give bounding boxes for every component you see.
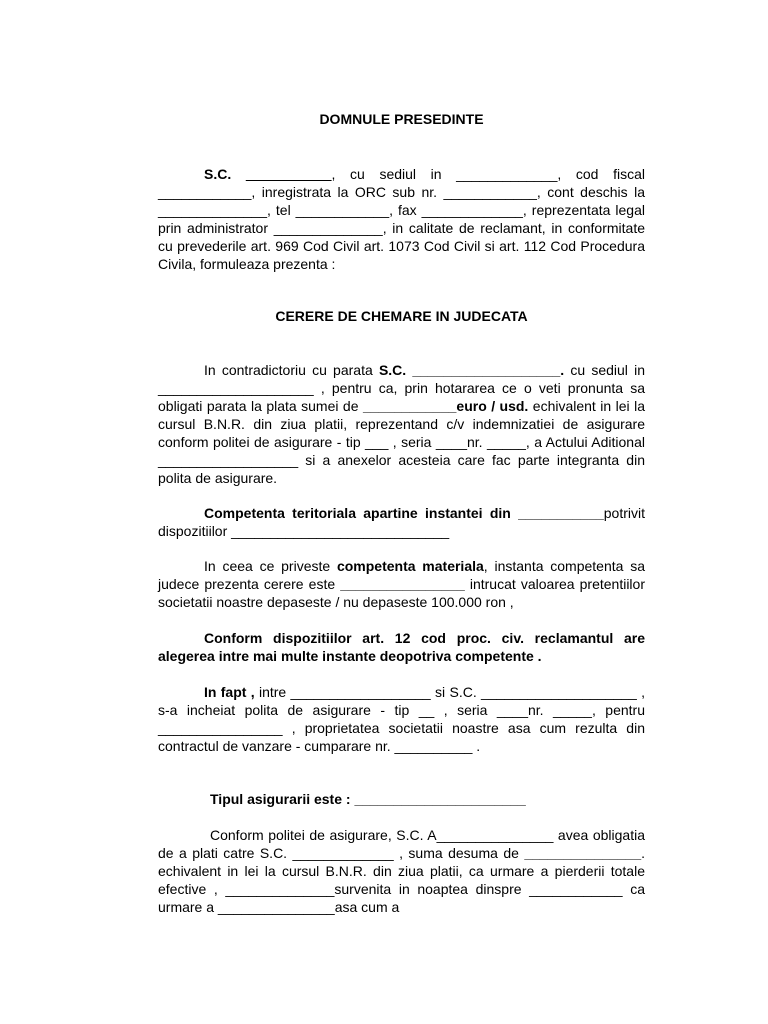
sc-label: S.C.	[204, 166, 232, 182]
p1-party: S.C. ___________________.	[378, 362, 565, 378]
p3-emphasis: competenta materiala	[336, 558, 484, 574]
p5-lead: In fapt ,	[204, 684, 255, 700]
paragraph-contradictoriu	[158, 361, 645, 487]
p3-text-a: In ceea ce priveste	[204, 558, 337, 574]
p7-text-a: Conform politei de asigurare, S.C. A_______________ avea obligatia de a plati catre S.C. _____________ , suma desuma de	[158, 827, 645, 861]
p1-text-e: echivalent in lei la cursul B.N.R. din ziua platii, reprezentand c/v indemnizatiei de asigurare conform politei de asigurare - tip ___ , seria ____nr. _____, a Actului Aditional __________________ si a anexelor acesteia care fac parte integranta din polita de asigurare.	[158, 398, 645, 486]
p2-text-a: Competenta teritoriala apartine instantei din ___________	[204, 505, 604, 521]
subtitle-block	[158, 308, 645, 324]
p2-text-b: potrivit dispozitiilor ____________________________	[158, 505, 645, 539]
paragraph-competenta-teritoriala	[158, 504, 645, 540]
intro-paragraph	[158, 165, 645, 273]
p4-text: Conform dispozitiilor art. 12 cod proc. civ. reclamantul are alegerea intre mai multe instante deopotriva competente .	[158, 630, 645, 664]
document-subtitle: CERERE DE CHEMARE IN JUDECATA	[275, 308, 528, 324]
sc-blank: ___________	[245, 166, 332, 182]
paragraph-conform-politei	[158, 826, 645, 916]
p3-text-e: intrucat valoarea pretentiilor societatii noastre depaseste / nu depaseste 100.000 ron ,	[158, 576, 645, 610]
p3-blank: ________________	[340, 576, 465, 592]
document-title: DOMNULE PRESEDINTE	[319, 111, 484, 127]
paragraph-in-fapt	[158, 683, 645, 755]
p1-text-c: cu sediul in ____________________ , pentru ca, prin hotararea ce o veti pronunta sa obligati parata la plata sumei de	[158, 362, 645, 414]
p7-text-c: . echivalent in lei la cursul B.N.R. din ziua platii, ca urmare a pierderii totale efective , ______________survenita in noaptea dinspre ____________ ca urmare a _______________asa cum a	[158, 845, 645, 915]
p6-text: Tipul asigurarii este : ______________________	[210, 791, 526, 807]
intro-text: , cu sediul in _____________, cod fiscal ____________, inregistrata la ORC sub nr. ____________, cont deschis la ______________, tel ____________, fax _____________, reprezentata legal prin administrator ______________, in calitate de reclamant, in conformitate cu prevederile art. 969 Cod Civil art. 1073 Cod Civil si art. 112 Cod Procedura Civila, formuleaza prezenta :	[158, 166, 645, 272]
p1-amount: ____________euro / usd.	[362, 398, 529, 414]
document-title-block	[158, 111, 645, 127]
paragraph-conform-art12	[158, 629, 645, 665]
p3-text-c: , instanta competenta sa judece prezenta cerere este	[158, 558, 645, 592]
p7-amount: _______________	[524, 845, 642, 861]
paragraph-tipul-asigurarii	[158, 790, 645, 808]
p5-text: intre __________________ si S.C. ____________________ , s-a incheiat polita de asigurare - tip __ , seria ____nr. _____, pentru ________________ , proprietatea societatii noastre asa cum rezulta din contractul de vanzare - cumparare nr. __________ .	[158, 684, 645, 754]
p1-text-a: In contradictoriu cu parata	[204, 362, 379, 378]
paragraph-competenta-materiala	[158, 557, 645, 611]
